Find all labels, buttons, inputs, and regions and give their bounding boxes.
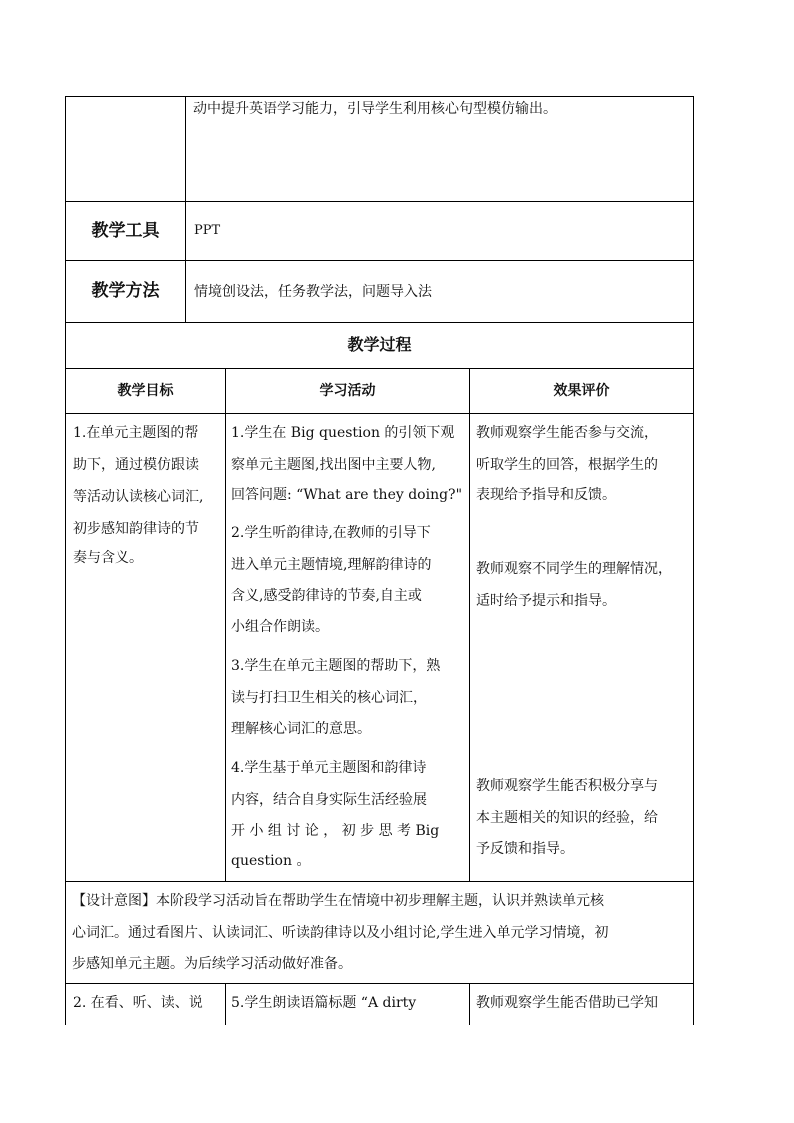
row-line-3: [65, 322, 694, 323]
objective-line: 助下，通过模仿跟读: [73, 457, 199, 473]
col-divider-2: [469, 368, 470, 881]
methods-value: 情境创设法，任务教学法，问题导入法: [194, 284, 432, 300]
objective-line: 等活动认读核心词汇,: [73, 489, 204, 505]
activity-line: 内容，结合自身实际生活经验展: [231, 792, 427, 808]
evaluation-line: 听取学生的回答，根据学生的: [476, 457, 658, 473]
evaluation-line: 适时给予提示和指导。: [476, 593, 616, 609]
row-line-5: [65, 413, 694, 414]
activity-line: 小组合作朗读。: [231, 619, 329, 635]
tools-label: 教学工具: [91, 221, 160, 241]
label-divider: [185, 96, 186, 322]
activity-line: 回答问题: “What are they doing?": [231, 487, 463, 503]
activity-line: 3.学生在单元主题图的帮助下，熟: [231, 658, 441, 674]
evaluation-line: 教师观察学生能否参与交流，: [476, 425, 658, 441]
next-row-objective: 2. 在看、听、读、说: [73, 995, 203, 1011]
evaluation-line: 本主题相关的知识的经验，给: [476, 810, 658, 826]
table-border-right: [693, 96, 694, 1025]
col-divider-1b: [225, 983, 226, 1025]
evaluation-line: 予反馈和指导。: [476, 841, 574, 857]
top-cell-text: 动中提升英语学习能力，引导学生利用核心句型模仿输出。: [193, 101, 557, 117]
activity-line: 2.学生听韵律诗,在教师的引导下: [231, 525, 431, 541]
tools-value: PPT: [194, 223, 221, 238]
col-divider-1: [225, 368, 226, 881]
row-line-2: [65, 260, 694, 261]
header-activity: 学习活动: [319, 383, 376, 399]
activity-line: 开 小 组 讨 论 ， 初 步 思 考 Big: [231, 823, 440, 839]
row-line-4: [65, 368, 694, 369]
activity-line: 进入单元主题情境,理解韵律诗的: [231, 557, 432, 573]
objective-line: 初步感知韵律诗的节: [73, 521, 199, 537]
activity-line: 察单元主题图,找出图中主要人物,: [231, 457, 436, 473]
row-line-7: [65, 983, 694, 984]
design-intent-line: 心词汇。通过看图片、认读词汇、听读韵律诗以及小组讨论,学生进入单元学习情境，初: [72, 925, 609, 941]
activity-line: 理解核心词汇的意思。: [231, 721, 371, 737]
next-row-activity: 5.学生朗读语篇标题 “A dirty: [231, 995, 417, 1011]
activity-line: question 。: [231, 853, 311, 869]
activity-line: 含义,感受韵律诗的节奏,自主或: [231, 588, 422, 604]
evaluation-line: 表现给予指导和反馈。: [476, 487, 616, 503]
next-row-evaluation: 教师观察学生能否借助已学知: [476, 995, 658, 1011]
objective-line: 奏与含义。: [73, 550, 143, 566]
activity-line: 4.学生基于单元主题图和韵律诗: [231, 760, 427, 776]
evaluation-line: 教师观察学生能否积极分享与: [476, 778, 658, 794]
design-intent-line: 步感知单元主题。为后续学习活动做好准备。: [72, 956, 352, 972]
col-divider-2b: [469, 983, 470, 1025]
process-title: 教学过程: [347, 335, 412, 354]
objective-line: 1.在单元主题图的帮: [73, 425, 199, 441]
header-evaluation: 效果评价: [553, 383, 610, 399]
activity-line: 1.学生在 Big question 的引领下观: [231, 425, 455, 441]
design-intent-line: 【设计意图】本阶段学习活动旨在帮助学生在情境中初步理解主题，认识并熟读单元核: [72, 893, 604, 909]
evaluation-line: 教师观察不同学生的理解情况，: [476, 561, 672, 577]
row-line-1: [65, 201, 694, 202]
activity-line: 读与打扫卫生相关的核心词汇，: [231, 690, 427, 706]
row-line-6: [65, 881, 694, 882]
header-objective: 教学目标: [117, 383, 174, 399]
methods-label: 教学方法: [91, 281, 160, 301]
